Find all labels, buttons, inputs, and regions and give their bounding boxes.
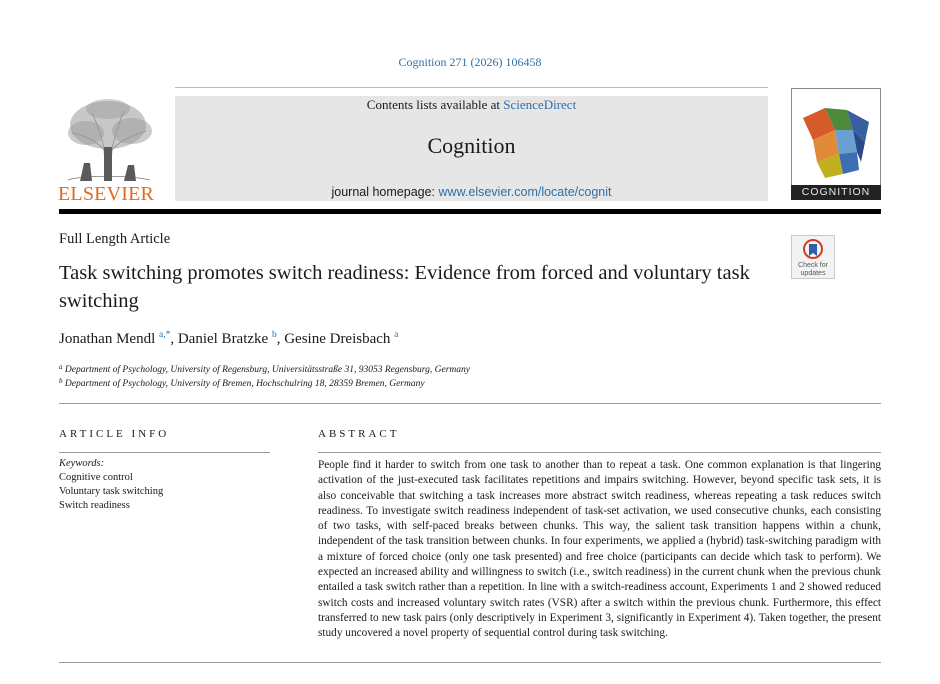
header-top-rule [175,87,768,88]
abstract-rule [318,452,881,453]
article-info-heading: ARTICLE INFO [59,428,170,440]
keywords-label: Keywords: [59,458,105,469]
journal-name: Cognition [427,133,516,158]
bookmark-icon [803,239,823,261]
journal-citation[interactable]: Cognition 271 (2026) 106458 [398,55,542,69]
author-name[interactable]: Daniel Bratzke [177,331,269,347]
article-type: Full Length Article [59,231,171,247]
author-list: Jonathan Mendl $^{a,*}$, Daniel Bratzke $^b$, Gesine Dreisbach $^a$ [59,330,399,347]
author-affiliation-marker[interactable]: a [394,330,399,340]
affiliation-marker: b [59,377,63,385]
article-info-rule [59,452,270,453]
affiliation [59,377,425,389]
keyword: Switch readiness [59,500,130,511]
check-for-updates-label [791,262,835,278]
header-thick-rule [59,209,881,214]
abstract-heading: ABSTRACT [318,428,400,440]
journal-homepage-line [175,185,768,199]
author-name[interactable]: Jonathan Mendl [59,331,156,347]
check-updates-line2: updates [800,270,826,277]
journal-cover-title: COGNITION [791,185,881,200]
affiliation-text: Department of Psychology, University of Bremen, Hochschulring 18, 28359 Bremen, Germany [64,379,425,389]
affiliation-marker: a [59,363,63,371]
homepage-prefix: journal homepage: [331,185,439,199]
author-name[interactable]: Gesine Dreisbach [284,331,391,347]
sciencedirect-link[interactable]: ScienceDirect [503,97,577,112]
affiliation [59,363,470,375]
section-divider [59,403,881,404]
check-updates-line1: Check for [798,262,828,269]
abstract-body: People find it harder to switch from one task to another than to repeat a task. One common explanation is that lingering activation of the just-executed task facilitates repetitions and impairs switching. However, beyond specific task sets, it is also conceivable that switching a task increases more abstract switch readiness, whereas repeating a task reduces switch readiness. To investigate switch readiness independent of task-set activation, we used consecutive chunks, each consisting of two tasks, with self-paced breaks between chunks. This way, the salient task transition happens within a chunk, independent of the task transition between chunks. In four experiments, we applied a (hybrid) task-switching paradigm with a mixture of forced choice (only one task presented) and free choice (participants can decide which task to perform). We expected an increased ability and willingness to switch (i.e., switch readiness) in the current chunk when the previous chunk entailed a task switch rather than a repetition. In line with a switch-readiness account, Experiments 1 and 2 showed reduced switch costs and increased voluntary switch rates (VSR) after a switch within the previous chunk. Furthermore, this effect transferred to new task pairs (only descriptively in Experiment 3, significantly in Experiment 4). Taken together, the present study uncovered a novel property of sequential control during task switching. [318,459,881,640]
section-divider [59,662,881,663]
journal-cover-art [795,100,877,182]
contents-lists-line [175,97,768,113]
journal-homepage-link[interactable]: www.elsevier.com/locate/cognit [438,185,612,199]
contents-prefix: Contents lists available at [366,97,504,112]
keyword: Voluntary task switching [59,486,164,497]
elsevier-wordmark: ELSEVIER [58,183,155,205]
author-affiliation-marker[interactable]: a,* [158,330,171,340]
article-title: Task switching promotes switch readiness: Evidence from forced and voluntary task switching [59,262,750,312]
author-affiliation-marker[interactable]: b [271,330,277,340]
keyword: Cognitive control [59,472,133,483]
affiliation-text: Department of Psychology, University of Regensburg, Universitätsstraße 31, 93053 Regensburg, Germany [64,365,470,375]
